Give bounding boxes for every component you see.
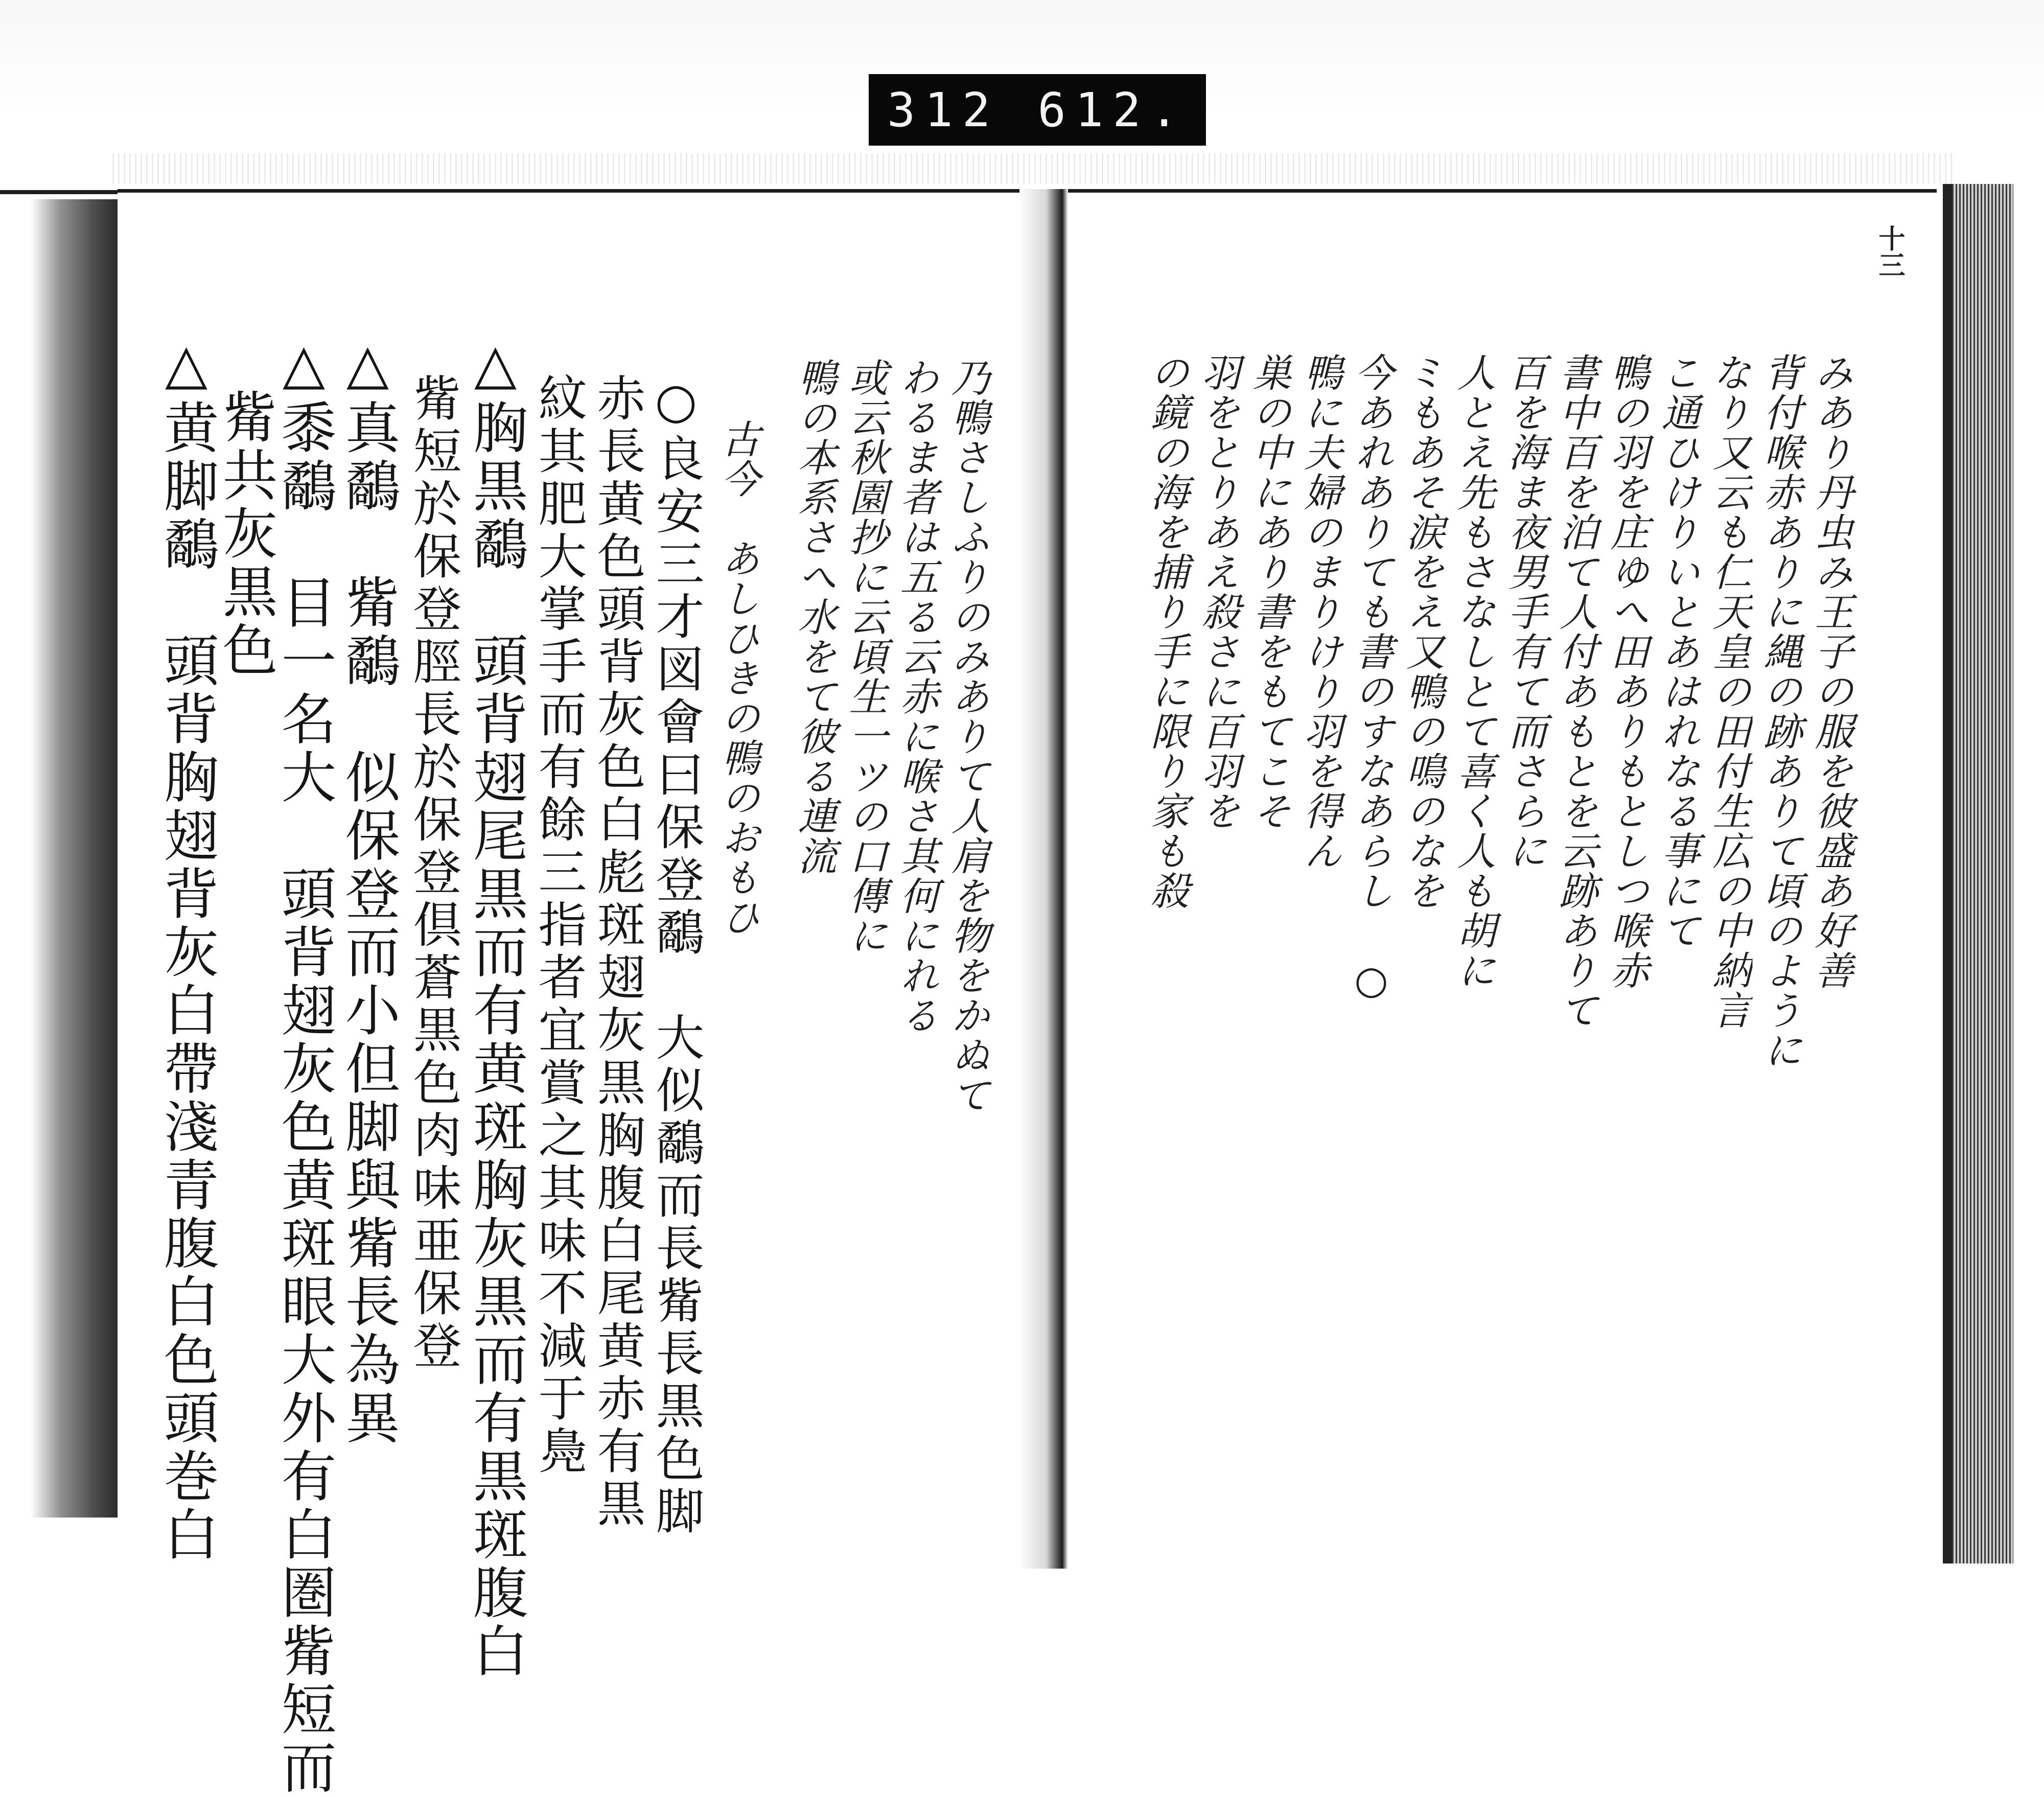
book-gutter	[1019, 189, 1068, 1569]
scan-speckle	[112, 153, 1952, 184]
right-page-line: ミもあそ涙をえ又鴨の鳴のなを	[1400, 353, 1445, 911]
right-page-line: の鏡の海を捕り手に限り家も殺	[1144, 353, 1190, 911]
kaisho-entry-line: ○良安三才図會曰保登鷸 大似鷸而長觜長黒色脚	[648, 373, 704, 1538]
right-page	[1058, 189, 1937, 1572]
page-number: 十三	[1874, 225, 1905, 278]
left-cursive-line: 或云秋園抄に云頃生一ツの口傳に	[843, 358, 888, 955]
book-left-edge	[31, 199, 118, 1518]
kaisho-entry-line: 觜短於保登脛長於保登倶蒼黒色肉味亜保登	[405, 373, 461, 1373]
right-page-line: こ通ひけりいとあはれなる事にて	[1655, 353, 1701, 950]
book-right-edge-cap	[1943, 184, 1952, 1563]
kaisho-entry-line: △黍鷸 目一名大 頭背翅灰色黄斑眼大外有白圏觜短而	[272, 332, 336, 1797]
kaisho-entry-line: △真鷸 觜鷸 似保登而小但脚與觜長為異	[336, 332, 400, 1448]
plate-right-number: 612.	[1037, 82, 1188, 137]
archive-number-plate	[869, 74, 1206, 146]
left-cursive-line: わるま者は五る云赤に喉さ其何にれる	[894, 358, 939, 1035]
kaisho-entry-line: 赤長黄色頭背灰色白彪斑翅灰黒胸腹白尾黄赤有黒	[589, 373, 645, 1531]
left-cursive-line: 古今 あしひきの鴨のおもひ	[715, 419, 760, 937]
right-page-line: 巣の中にあり書をもてこそ	[1246, 353, 1292, 831]
kaisho-entry-line: △胸黒鷸 頭背翅尾黒而有黄斑胸灰黒而有黒斑腹白	[463, 332, 527, 1681]
right-page-line: 背付喉赤ありに縄の跡ありて頃のように	[1757, 353, 1803, 1070]
right-page-line: なり又云も仁天皇の田付生広の中納言	[1706, 353, 1752, 1030]
right-page-line: 百を海ま夜男手有て而さらに	[1502, 353, 1547, 871]
kaisho-entry-line: 紋其肥大掌手而有餘三指者宜賞之其味不減于鳧	[530, 373, 587, 1478]
right-page-line: 今あれありても書のすなあらし ○	[1349, 353, 1394, 1003]
right-page-line: 鴨に夫婦のまりけり羽を得ん	[1297, 353, 1343, 871]
kaisho-entry-line: 觜共灰黒色	[213, 388, 277, 680]
book-right-edge	[1952, 184, 2013, 1563]
right-page-line: 羽をとりあえ殺さに百羽を	[1195, 353, 1241, 831]
right-page-line: 書中百を泊て人付あもとを云跡ありて	[1553, 353, 1598, 1030]
plate-left-number: 312	[887, 82, 1000, 137]
left-cursive-line: 鴨の本系さへ水をて彼る連流	[792, 358, 837, 876]
right-page-line: 鴨の羽を庄ゆへ田ありもとしつ喉赤	[1604, 353, 1650, 990]
right-page-line: 人とえ先もさなしとて喜く人も胡に	[1451, 353, 1496, 990]
right-page-line: みあり丹虫み王子の服を彼盛あ好善	[1808, 353, 1854, 990]
kaisho-entry-line: △黄脚鷸 頭背胸翅背灰白帶淺青腹白色頭巻白	[154, 332, 218, 1564]
left-cursive-line: 乃鴨さしふりのみありて人肩を物をかぬて	[945, 358, 990, 1115]
